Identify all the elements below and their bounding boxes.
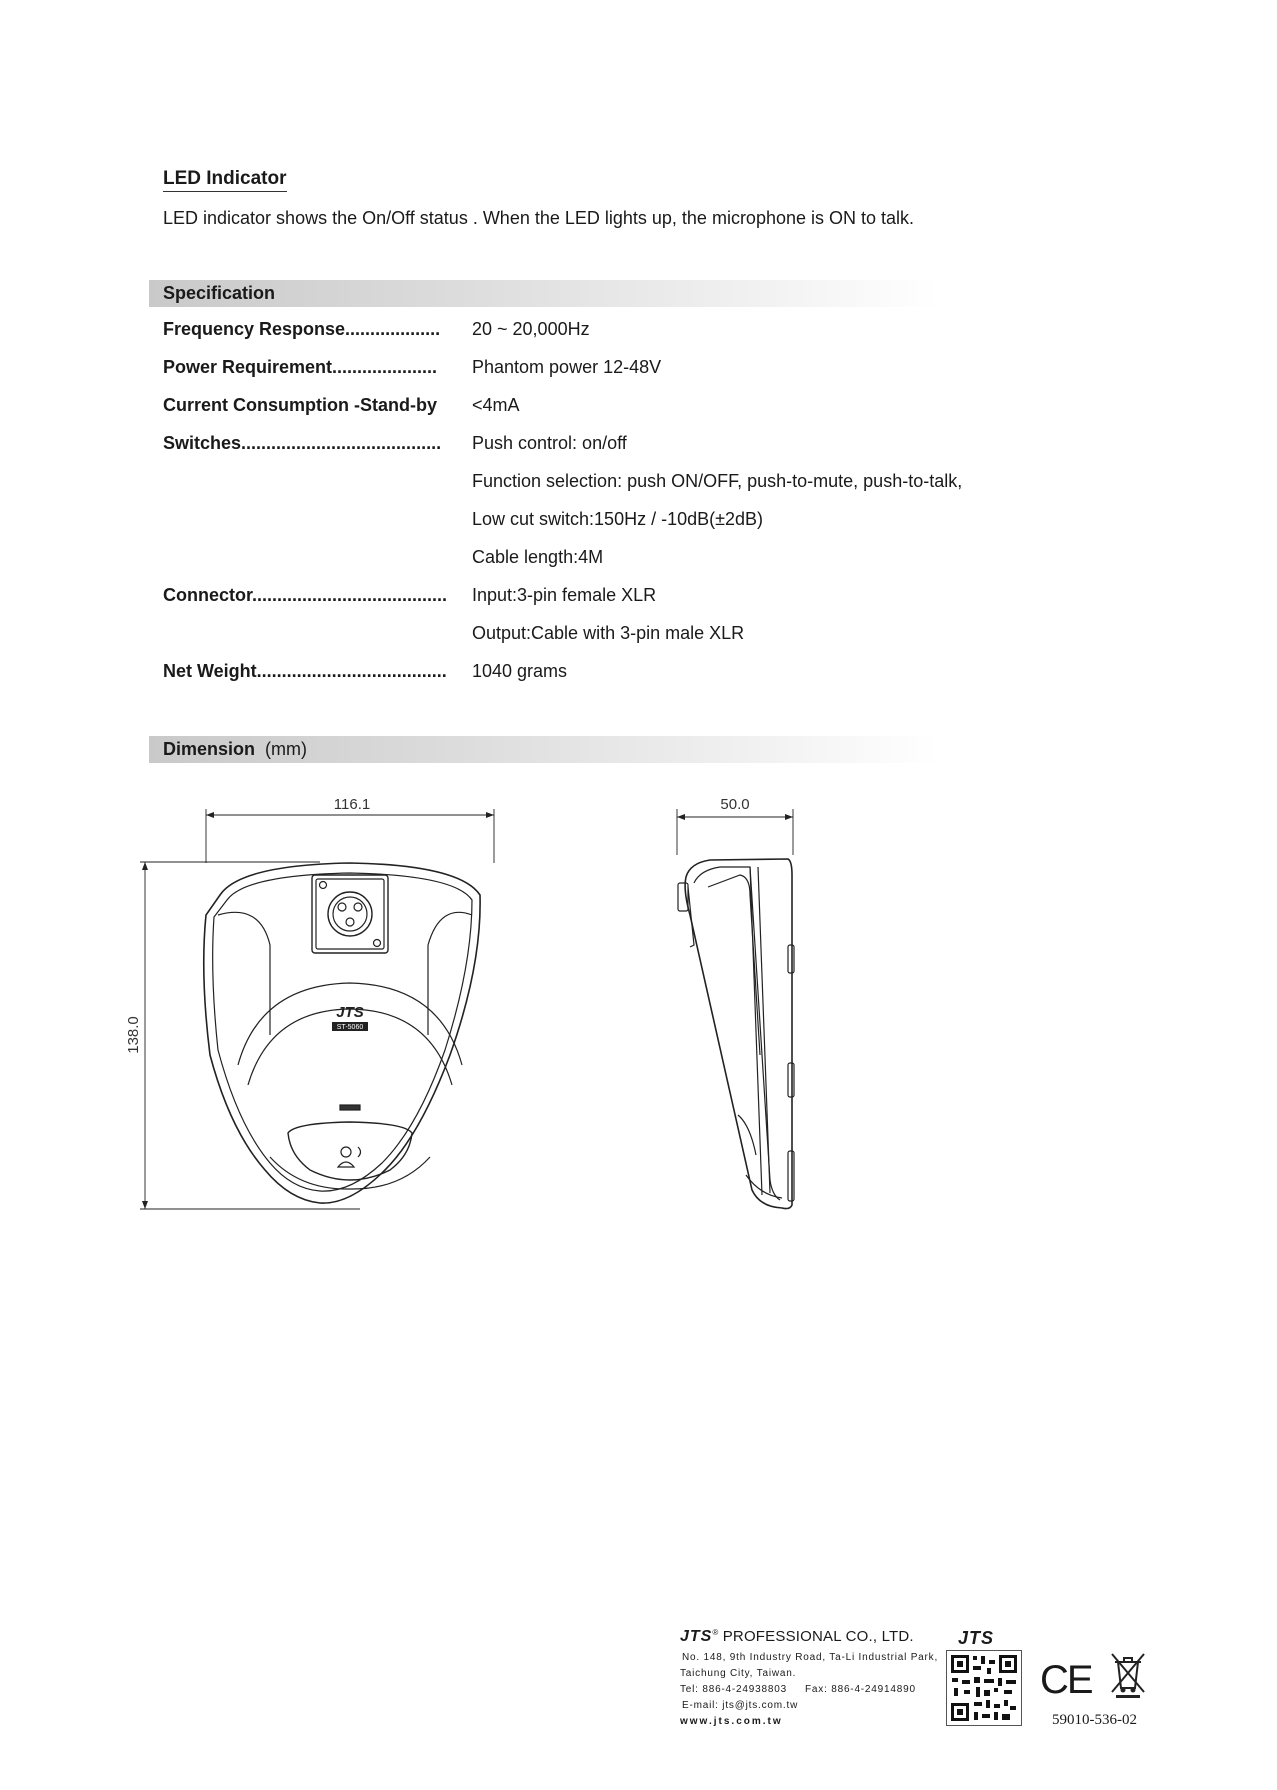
spec-label: Net Weight...................................... — [163, 661, 447, 681]
specification-heading: Specification — [163, 283, 276, 303]
spec-row — [163, 394, 1063, 416]
qr-code-icon — [946, 1650, 1022, 1726]
dimension-heading: Dimension (mm) — [163, 739, 308, 759]
width-dimension-label: 116.1 — [333, 796, 371, 813]
footer-fax: Fax: 886-4-24914890 — [805, 1684, 916, 1695]
side-view-drawing — [650, 795, 810, 1215]
spec-value: Phantom power 12-48V — [472, 357, 662, 377]
spec-row — [163, 432, 1063, 454]
led-indicator-text: LED indicator shows the On/Off status . When the LED lights up, the microphone is ON to talk. — [163, 208, 915, 228]
depth-dimension-label: 50.0 — [720, 796, 750, 813]
led-indicator-heading: LED Indicator — [163, 168, 287, 192]
spec-label: Connector....................................... — [163, 585, 448, 605]
device-model-text: ST-5060 — [336, 1024, 364, 1031]
ce-mark: CE — [1040, 1658, 1092, 1702]
footer-brand-logo: JTS — [680, 1628, 713, 1645]
spec-row — [163, 584, 1063, 606]
part-number: 59010-536-02 — [1052, 1712, 1137, 1728]
spec-row — [163, 356, 1063, 378]
footer-website: www.jts.com.tw — [680, 1716, 783, 1727]
spec-value: <4mA — [472, 395, 520, 415]
qr-brand-logo: JTS — [958, 1628, 995, 1648]
footer-address-1: No. 148, 9th Industry Road, Ta-Li Industrial Park, — [682, 1652, 939, 1663]
spec-label: Power Requirement..................... — [163, 357, 438, 377]
spec-row — [163, 470, 1063, 492]
spec-value: Push control: on/off — [472, 433, 627, 453]
spec-row — [163, 660, 1063, 682]
spec-label: Current Consumption -Stand-by — [163, 395, 437, 415]
registered-mark: ® — [712, 1628, 719, 1637]
footer-address-2: Taichung City, Taiwan. — [680, 1668, 797, 1679]
spec-value: 1040 grams — [472, 661, 568, 681]
height-dimension-label: 138.0 — [125, 1016, 142, 1054]
spec-row — [163, 546, 1063, 568]
spec-value: Cable length:4M — [472, 547, 604, 567]
device-logo-text: JTS — [336, 1004, 364, 1021]
spec-row — [163, 318, 1063, 340]
dimension-unit: (mm) — [265, 739, 308, 759]
footer-tel: Tel: 886-4-24938803 — [680, 1684, 787, 1695]
spec-row — [163, 508, 1063, 530]
spec-label: Frequency Response................... — [163, 319, 441, 339]
front-view-drawing — [120, 785, 520, 1215]
footer-company-line — [680, 1628, 914, 1646]
spec-value: Low cut switch:150Hz / -10dB(±2dB) — [472, 509, 764, 529]
spec-value: Function selection: push ON/OFF, push-to-mute, push-to-talk, — [472, 471, 963, 491]
spec-value: Output:Cable with 3-pin male XLR — [472, 623, 745, 643]
weee-bin-icon — [1108, 1650, 1148, 1698]
spec-label: Switches........................................ — [163, 433, 442, 453]
footer-email: E-mail: jts@jts.com.tw — [682, 1700, 799, 1711]
spec-row — [163, 622, 1063, 644]
footer-company-name: PROFESSIONAL CO., LTD. — [722, 1628, 914, 1645]
spec-value: 20 ~ 20,000Hz — [472, 319, 590, 339]
spec-value: Input:3-pin female XLR — [472, 585, 657, 605]
